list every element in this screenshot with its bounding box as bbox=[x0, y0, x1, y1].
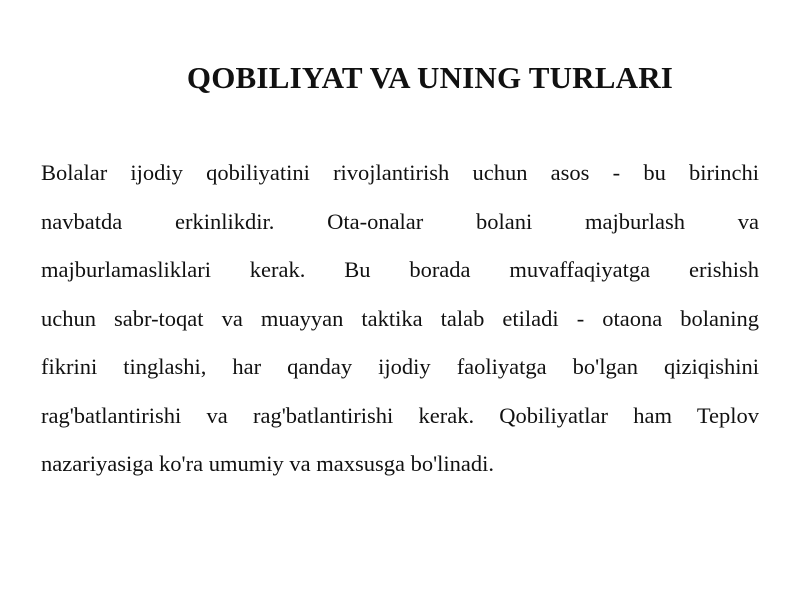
paragraph-line: uchun sabr-toqat va muayyan taktika talab etiladi - otaona bolaning bbox=[41, 305, 759, 331]
paragraph-line: nazariyasiga ko'ra umumiy va maxsusga bo'linadi. bbox=[41, 451, 494, 476]
paragraph-line: majburlamasliklari kerak. Bu borada muvaffaqiyatga erishish bbox=[41, 257, 759, 282]
paragraph-line: navbatda erkinlikdir. Ota-onalar bolani majburlash va bbox=[41, 208, 759, 234]
slide-body-paragraph bbox=[41, 149, 759, 489]
paragraph-line: fikrini tinglashi, har qanday ijodiy faoliyatga bo'lgan qiziqishini bbox=[41, 354, 759, 379]
paragraph-line: rag'batlantirishi va rag'batlantirishi kerak. Qobiliyatlar ham Teplov bbox=[41, 402, 759, 428]
paragraph-line: Bolalar ijodiy qobiliyatini rivojlantirish uchun asos - bu birinchi bbox=[41, 160, 759, 185]
slide-title: QOBILIYAT VA UNING TURLARI bbox=[186, 60, 674, 95]
